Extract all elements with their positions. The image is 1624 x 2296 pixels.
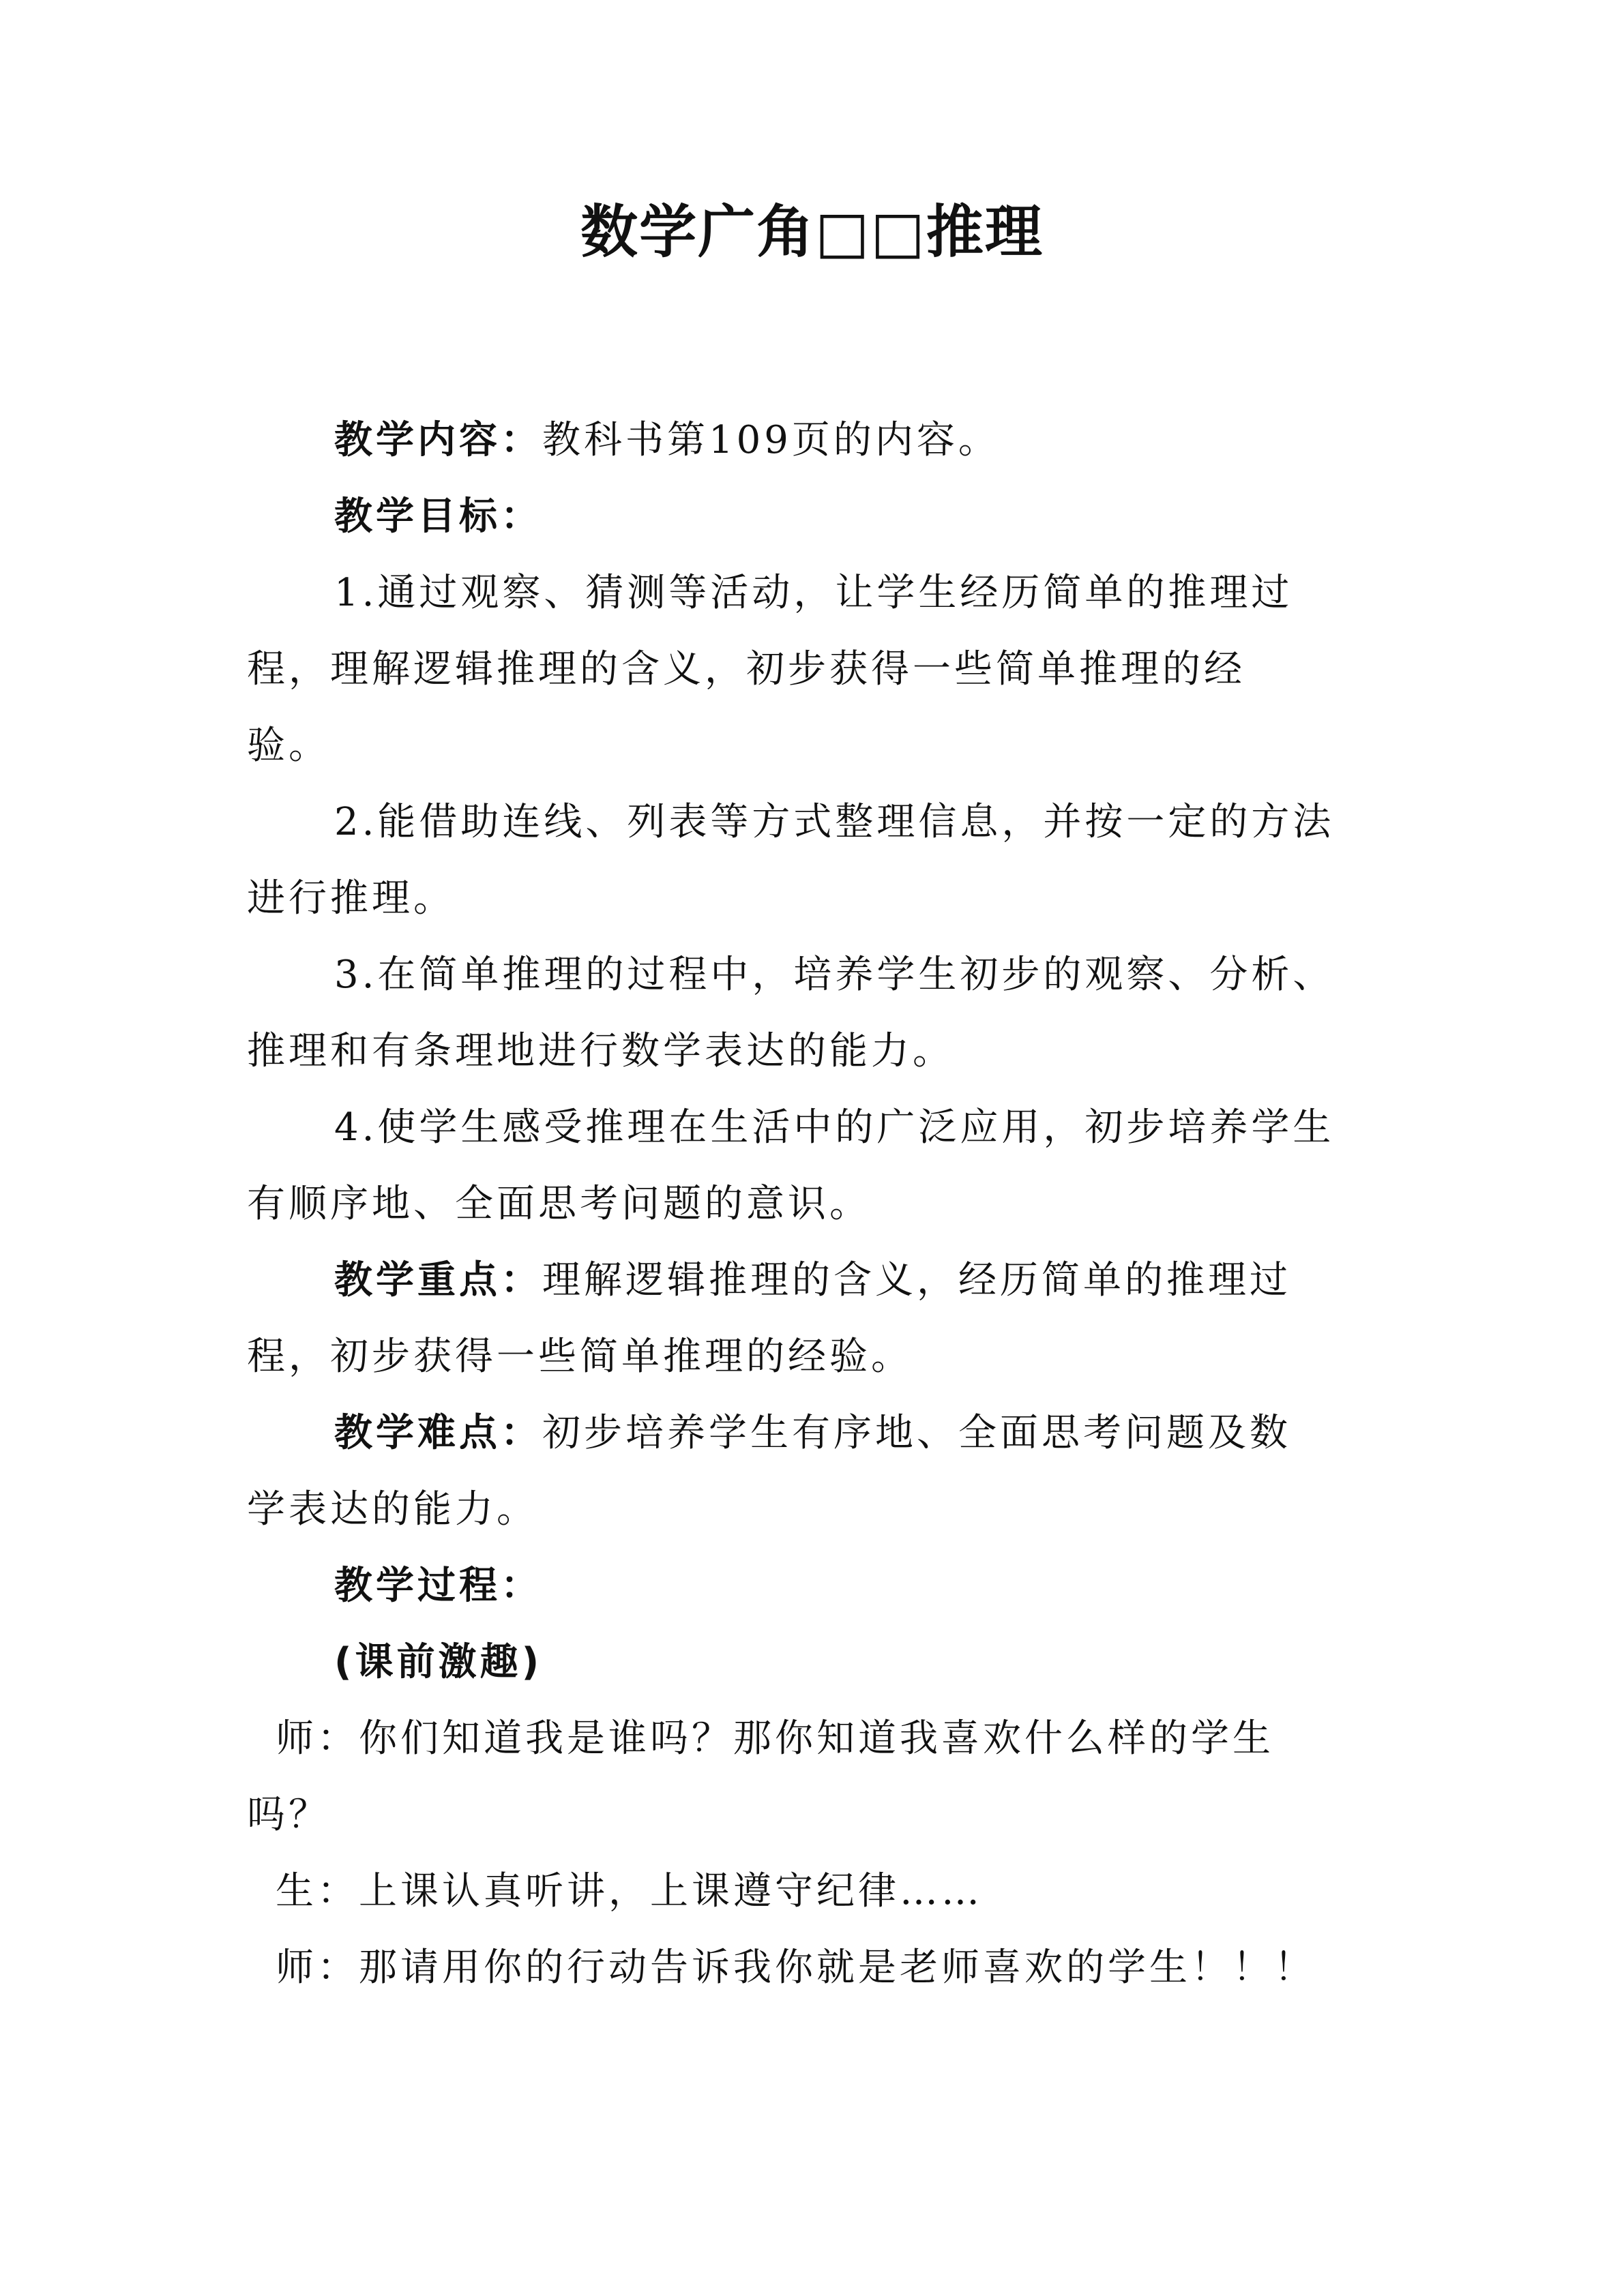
- document-title: 数学广角□□推理: [580, 198, 1044, 265]
- dialogue-line: [247, 1701, 1406, 1853]
- teaching-content: [247, 402, 1406, 479]
- objective-item: [247, 937, 1406, 1090]
- objective-line: 进行推理。: [247, 876, 455, 921]
- section-heading: [247, 1624, 1406, 1701]
- difficulty: [247, 1395, 1406, 1548]
- objective-line: 程，理解逻辑推理的含义，初步获得一些简单推理的经: [247, 647, 1245, 691]
- process-label: 教学过程：: [334, 1564, 542, 1608]
- objective-line: 1.通过观察、猜测等活动，让学生经历简单的推理过: [334, 571, 1293, 615]
- objective-line: 3.在简单推理的过程中，培养学生初步的观察、分析、: [334, 953, 1335, 997]
- key-point-text: 理解逻辑推理的含义，经历简单的推理过: [542, 1258, 1291, 1302]
- teaching-content-label: 教学内容：: [334, 418, 542, 462]
- difficulty-text: 初步培养学生有序地、全面思考问题及数: [542, 1411, 1291, 1455]
- dialogue-line: [247, 1853, 1406, 1930]
- dialogue-line: [247, 1930, 1406, 2006]
- objective-line: 4.使学生感受推理在生活中的广泛应用，初步培养学生: [334, 1105, 1335, 1150]
- document-body: [247, 402, 1406, 2006]
- dialogue-text: 生：上课认真听讲，上课遵守纪律……: [276, 1869, 983, 1913]
- key-point-text: 程，初步获得一些简单推理的经验。: [247, 1335, 913, 1379]
- objective-item: [247, 1090, 1406, 1242]
- dialogue-text: 吗？: [247, 1793, 330, 1837]
- dialogue-text: 师：那请用你的行动告诉我你就是老师喜欢的学生！！！: [276, 1945, 1316, 1990]
- objective-line: 2.能借助连线、列表等方式整理信息，并按一定的方法: [334, 800, 1335, 844]
- objective-item: [247, 555, 1406, 784]
- dialogue-text: 师：你们知道我是谁吗？那你知道我喜欢什么样的学生: [276, 1716, 1274, 1761]
- process-heading: [247, 1548, 1406, 1624]
- objectives-heading: [247, 479, 1406, 555]
- objective-line: 推理和有条理地进行数学表达的能力。: [247, 1029, 954, 1073]
- difficulty-label: 教学难点：: [334, 1411, 542, 1455]
- teaching-content-text: 教科书第109页的内容。: [542, 418, 1000, 462]
- key-point: [247, 1242, 1406, 1395]
- objective-line: 有顺序地、全面思考问题的意识。: [247, 1182, 871, 1226]
- objective-item: [247, 784, 1406, 937]
- objective-line: 验。: [247, 724, 330, 768]
- difficulty-text: 学表达的能力。: [247, 1487, 538, 1532]
- objectives-label: 教学目标：: [334, 494, 542, 539]
- section-label: (课前激趣): [334, 1640, 543, 1684]
- key-point-label: 教学重点：: [334, 1258, 542, 1302]
